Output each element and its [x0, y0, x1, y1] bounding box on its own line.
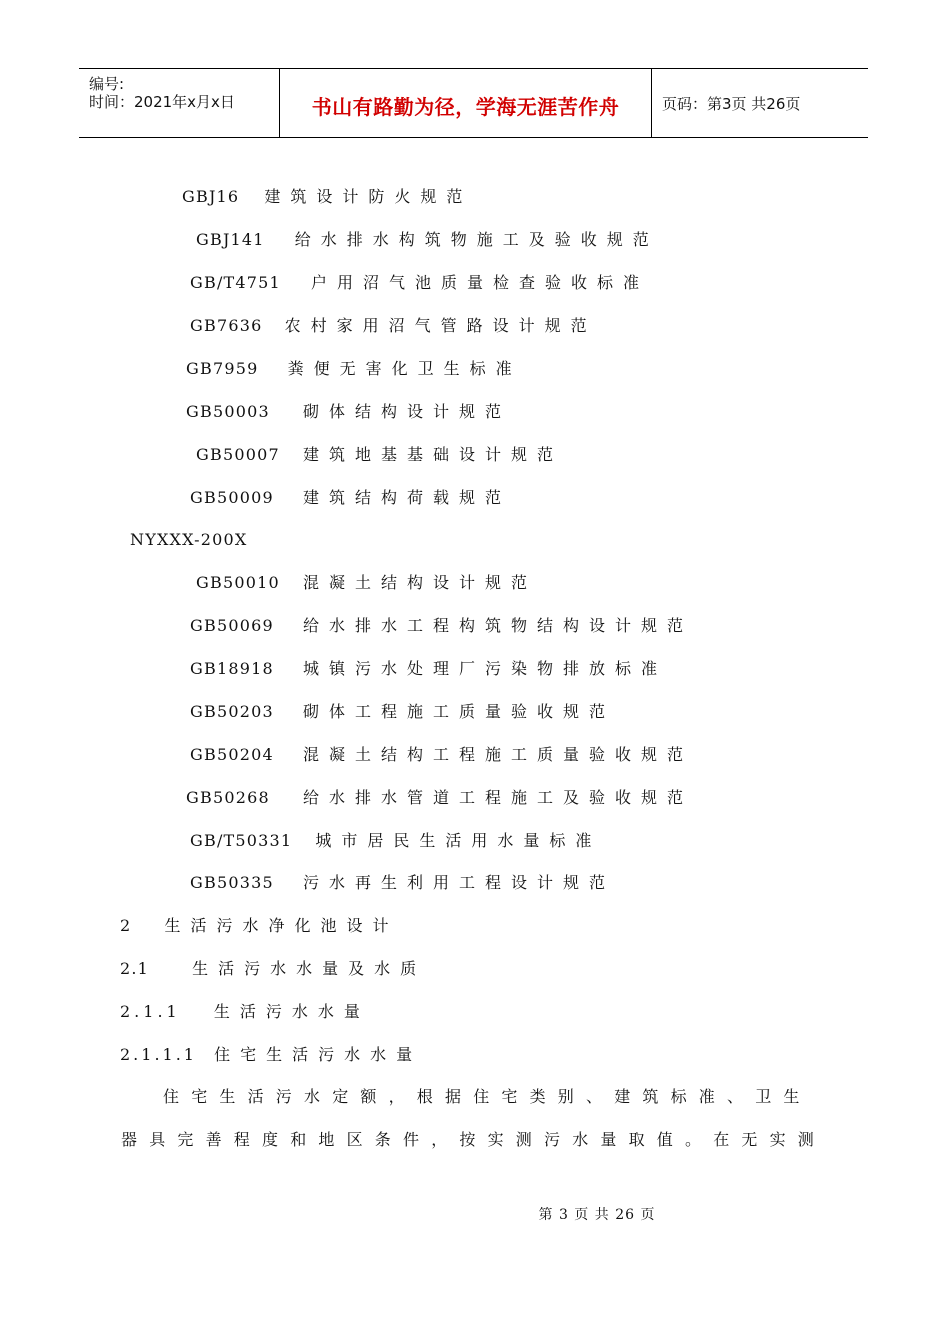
section-number: 2.1.1 [120, 1002, 181, 1021]
section-heading [120, 1002, 370, 1022]
standard-title: 砌体结构设计规范 [302, 402, 511, 421]
standard-item [186, 359, 522, 379]
document-code: NYXXX-200X [130, 530, 248, 549]
standard-code: GB/T4751 [190, 273, 281, 292]
standard-code: GB50268 [186, 788, 270, 807]
standard-title: 给水排水构筑物施工及验收规范 [294, 230, 659, 249]
standard-title: 混凝土结构设计规范 [302, 573, 537, 592]
standard-code: GB50010 [196, 573, 280, 592]
standard-title: 农村家用沼气管路设计规范 [284, 316, 597, 335]
standard-code: GB50335 [190, 873, 274, 892]
section-heading [120, 959, 426, 979]
section-title: 住宅生活污水水量 [214, 1045, 423, 1064]
standard-code: GB50203 [190, 702, 274, 721]
standard-title: 建筑结构荷载规范 [302, 488, 511, 507]
page-header [79, 68, 868, 138]
standard-code: GBJ16 [182, 187, 240, 206]
standard-item [196, 573, 537, 593]
footer-page-number: 第 3 页 共 26 页 [538, 1207, 656, 1223]
standard-item [196, 445, 563, 465]
section-heading [120, 1045, 422, 1065]
standard-item [186, 402, 511, 422]
standard-item [190, 831, 601, 851]
standard-item [190, 745, 693, 765]
paragraph-line: 住宅生活污水定额，根据住宅类别、建筑标准、卫生 [163, 1087, 812, 1106]
standard-code: GB50007 [196, 445, 280, 464]
standard-code: GB7959 [186, 359, 259, 378]
standard-title: 城镇污水处理厂污染物排放标准 [302, 659, 667, 678]
header-meta-cell [79, 69, 280, 137]
section-title: 生活污水水量及水质 [192, 959, 427, 978]
section-title: 生活污水水量 [213, 1002, 370, 1021]
header-motto: 书山有路勤为径，学海无涯苦作舟 [311, 95, 620, 119]
standard-code: GB50204 [190, 745, 274, 764]
standard-title: 城市居民生活用水量标准 [315, 831, 602, 850]
standard-item [190, 616, 693, 636]
doc-number-label: 编号: [89, 75, 125, 93]
standard-code: GBJ141 [196, 230, 265, 249]
standard-title: 户用沼气池质量检查验收标准 [311, 273, 650, 292]
standard-title: 砌体工程施工质量验收规范 [302, 702, 615, 721]
header-page-cell [652, 69, 868, 137]
section-number: 2 [120, 916, 132, 935]
standard-title: 混凝土结构工程施工质量验收规范 [302, 745, 693, 764]
header-page-info: 页码：第3页 共26页 [662, 95, 801, 113]
standard-title: 粪便无害化卫生标准 [287, 359, 522, 378]
standard-item [190, 702, 615, 722]
standard-code: GB50003 [186, 402, 270, 421]
standard-title: 污水再生利用工程设计规范 [302, 873, 615, 892]
standard-code: GB18918 [190, 659, 274, 678]
standard-title: 给水排水管道工程施工及验收规范 [302, 788, 693, 807]
standard-item [190, 273, 649, 293]
standard-item [190, 316, 597, 336]
standard-code: GB/T50331 [190, 831, 293, 850]
standard-code: GB50069 [190, 616, 274, 635]
section-number: 2.1 [120, 959, 150, 978]
section-heading [120, 916, 399, 936]
paragraph-line: 器具完善程度和地区条件，按实测污水量取值。在无实测 [121, 1130, 827, 1149]
standard-item [196, 230, 659, 250]
standard-item [182, 187, 472, 207]
section-title: 生活污水净化池设计 [164, 916, 399, 935]
standard-item [190, 873, 615, 893]
header-motto-cell [280, 69, 652, 137]
standard-title: 建筑设计防火规范 [264, 187, 473, 206]
page-footer [0, 1204, 950, 1224]
standard-item [190, 659, 667, 679]
standard-code: GB50009 [190, 488, 274, 507]
standard-title: 给水排水工程构筑物结构设计规范 [302, 616, 693, 635]
standard-item [186, 788, 693, 808]
section-number: 2.1.1.1 [120, 1045, 197, 1064]
standard-title: 建筑地基基础设计规范 [302, 445, 563, 464]
standard-item [190, 488, 511, 508]
doc-time-label: 时间：2021年x月x日 [89, 93, 235, 111]
standard-code: GB7636 [190, 316, 263, 335]
